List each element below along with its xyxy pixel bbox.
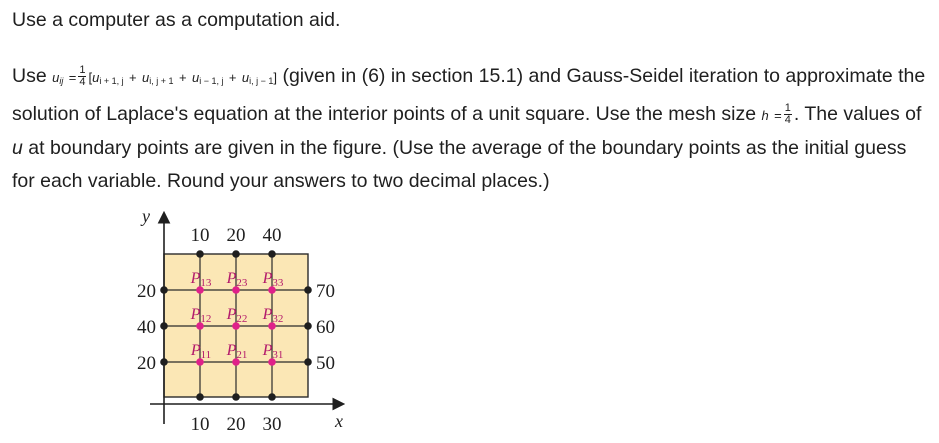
formula-term-var: u <box>191 70 200 85</box>
bottom-boundary-value: 30 <box>262 414 282 435</box>
interior-point-sub: 21 <box>236 349 248 361</box>
formula-plus: + <box>228 70 237 85</box>
formula-term-sub: i − 1, j <box>199 76 224 86</box>
mesh-frac-den: 4 <box>784 114 791 127</box>
left-boundary-value: 20 <box>137 281 156 302</box>
interior-point-base: P <box>190 342 201 359</box>
formula-lhs: u <box>52 70 60 85</box>
problem-paragraph <box>12 60 931 198</box>
boundary-grid-figure <box>110 204 360 440</box>
formula-term-sub: i, j − 1 <box>249 76 274 86</box>
right-boundary-dot <box>304 286 312 294</box>
formula-term-var: u <box>142 70 150 85</box>
bottom-boundary-value: 20 <box>226 414 246 435</box>
formula-fraction <box>78 65 86 88</box>
bottom-boundary-value: 10 <box>190 414 210 435</box>
mesh-equals: = <box>774 108 782 123</box>
formula-bracket-close: ] <box>273 70 278 85</box>
mesh-h: h <box>761 108 769 123</box>
interior-point-base: P <box>226 342 237 359</box>
left-boundary-value: 20 <box>137 353 156 374</box>
intro-line: Use a computer as a computation aid. <box>12 9 341 31</box>
right-boundary-value: 60 <box>316 317 335 338</box>
left-boundary-dot <box>160 322 168 330</box>
formula-bracket-open: [ <box>88 70 93 85</box>
formula-frac-den: 4 <box>79 76 86 89</box>
interior-point-base: P <box>262 270 273 287</box>
top-boundary-value: 10 <box>190 225 210 246</box>
left-boundary-value: 40 <box>137 317 156 338</box>
interior-point-base: P <box>226 306 237 323</box>
formula-term-var: u <box>92 70 100 85</box>
top-boundary-dot <box>232 250 240 258</box>
interior-point-base: P <box>226 270 237 287</box>
bottom-boundary-dot <box>196 393 204 401</box>
top-boundary-dot <box>268 250 276 258</box>
interior-point-sub: 11 <box>200 349 212 361</box>
interior-point-sub: 31 <box>272 349 284 361</box>
formula-plus: + <box>129 70 137 85</box>
interior-point-base: P <box>262 342 273 359</box>
top-boundary-value: 40 <box>262 225 282 246</box>
interior-point-sub: 32 <box>272 313 284 325</box>
right-boundary-dot <box>304 322 312 330</box>
interior-point-base: P <box>190 270 201 287</box>
formula-plus: + <box>178 70 187 85</box>
interior-point-sub: 22 <box>236 313 248 325</box>
x-axis-label: x <box>335 411 343 431</box>
interior-point-base: P <box>190 306 201 323</box>
use-word: Use <box>12 65 47 87</box>
interior-point-sub: 12 <box>200 313 212 325</box>
interior-point-sub: 13 <box>200 277 212 289</box>
formula-lhs-sub: ij <box>59 76 64 86</box>
formula-term-sub: i + 1, j <box>99 76 124 86</box>
interior-point-base: P <box>262 306 273 323</box>
bottom-boundary-dot <box>232 393 240 401</box>
formula-term-var: u <box>241 70 250 85</box>
formula-term-sub: i, j + 1 <box>149 76 174 86</box>
mesh-frac-num: 1 <box>784 102 791 115</box>
top-boundary-value: 20 <box>226 225 246 246</box>
interior-point-sub: 33 <box>272 277 284 289</box>
left-boundary-dot <box>160 286 168 294</box>
formula-equals: = <box>68 70 77 85</box>
interior-point-sub: 23 <box>236 277 248 289</box>
bottom-boundary-dot <box>268 393 276 401</box>
top-boundary-dot <box>196 250 204 258</box>
sentence2-b: at boundary points are given in the figure. (Use the average of the boundary points as the initial guess for each variable. Round your answers to two decimal places.) <box>12 137 907 192</box>
right-boundary-dot <box>304 358 312 366</box>
right-boundary-value: 50 <box>316 353 335 374</box>
sentence2-a: . The values of <box>793 103 922 125</box>
u-italic: u <box>12 137 23 159</box>
left-boundary-dot <box>160 358 168 366</box>
mesh-fraction <box>784 103 792 126</box>
sentence1-rest: (given in (6) in section 15.1) and Gauss-Seidel iteration to approximate the solution of Laplace's equation at the interior points of a unit square. Use the mesh size <box>12 65 926 125</box>
formula-frac-num: 1 <box>79 64 86 77</box>
right-boundary-value: 70 <box>316 281 335 302</box>
y-axis-label: y <box>142 206 150 226</box>
